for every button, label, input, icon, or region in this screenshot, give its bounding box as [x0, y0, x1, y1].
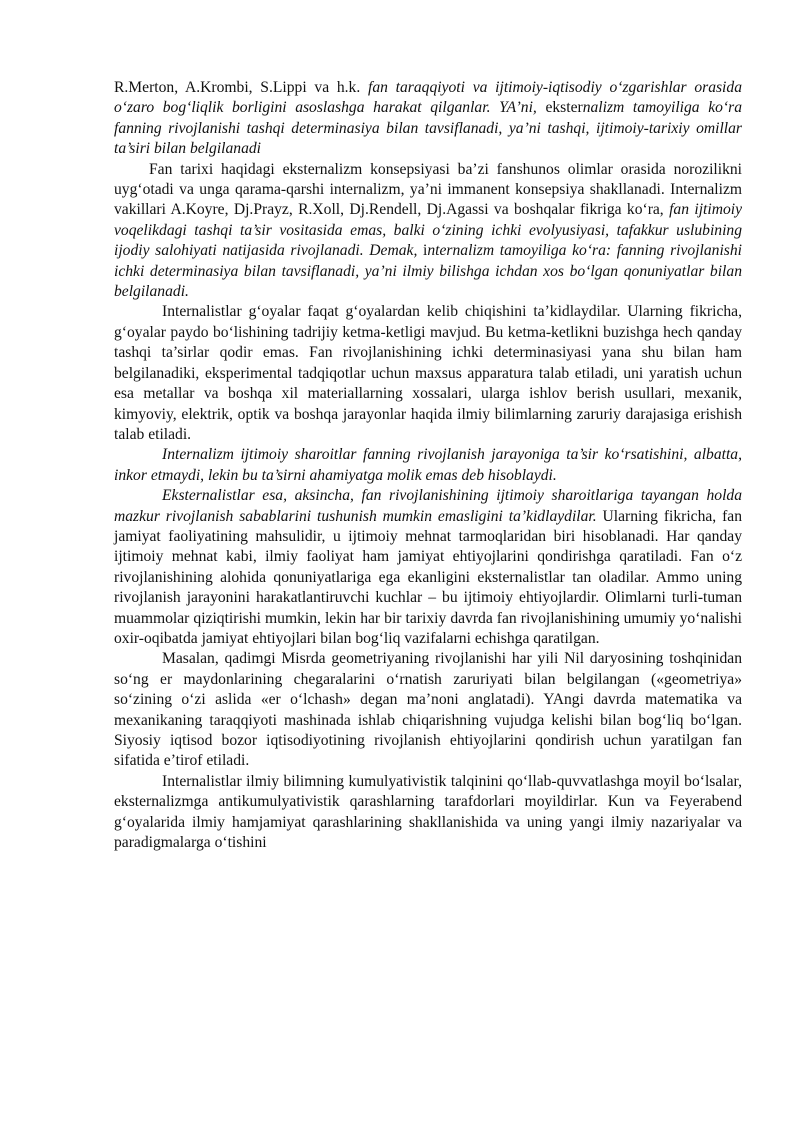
- paragraph-3: [114, 302, 742, 445]
- document-page: [114, 78, 742, 853]
- text-span: R.Merton, A.Krombi, S.Lippi va h.k.: [114, 79, 368, 96]
- paragraph-4: [114, 445, 742, 486]
- text-span: fan taraqqiyoti va ijtimoiy-iqtisodiy o‘zgarishlar orasida o‘zaro bog‘liqlik borligini asoslashga harakat qilganlar. YA’ni,: [114, 79, 742, 117]
- text-span: nternalizm tamoyiliga ko‘ra: fanning rivojlanishi ichki determinasiya bilan tavsiflanadi, ya’ni ilmiy bilishga ichdan xos bo‘lgan qonuniyatlar bilan belgilanadi.: [114, 242, 742, 301]
- text-span: ekster: [536, 99, 583, 117]
- paragraph-7: [114, 772, 742, 854]
- text-span: i: [417, 242, 428, 260]
- text-span: Fan tarixi haqidagi eksternalizm konsepsiyasi ba’zi fanshunos olimlar orasida norozilikni uyg‘otadi va unga qarama-qarshi internalizm, ya’ni immanent konsepsiya shakllanadi. Internalizm vakillari A.Koyre, Dj.Prayz, R.Xoll, Dj.Rendell, Dj.Agassi va boshqalar fikriga ko‘ra,: [114, 160, 742, 219]
- text-span: fan ijtimoiy voqelikdagi tashqi ta’sir vositasida emas, balki o‘zining ichki evolyusiyasi, tafakkur uslubining ijodiy salohiyati natijasida rivojlanadi. Demak,: [114, 201, 743, 260]
- text-span: Internalistlar ilmiy bilimning kumulyativistik talqinini qo‘llab-quvvatlashga moyil bo‘lsalar, eksternalizmga antikumulyativistik qarashlarning tarafdorlari moyildirlar. Kun va Feyerabend g‘oyalarida ilmiy hamjamiyat qarashlarining shakllanishida va uning yangi ilmiy nazariyalar va paradigmalarga o‘tishini: [114, 772, 742, 852]
- paragraph-5: [114, 486, 742, 649]
- paragraph-6: [114, 649, 742, 771]
- paragraph-1: [114, 78, 742, 160]
- text-span: Internalistlar g‘oyalar faqat g‘oyalardan kelib chiqishini ta’kidlaydilar. Ularning fikricha, g‘oyalar paydo bo‘lishining tadrijiy ketma-ketligi mavjud. Bu ketma-ketlikni buzishga hech qanday tashqi ta’sirlar qodir emas. Fan rivojlanishining ichki determinasiyasi yana shu bilan ham belgilanadiki, eksperimental tadqiqotlar uchun maxsus apparatura talab etiladi, uni yaratish uchun esa metallar va boshqa xil materiallarning xossalari, ularga ishlov berish usullari, mexanik, kimyoviy, elektrik, optik va boshqa jarayonlar haqida ilmiy bilimlarning zaruriy darajasiga erishish talab etiladi.: [114, 303, 742, 443]
- text-span: Eksternalistlar esa, aksincha, fan rivojlanishining ijtimoiy sharoitlariga tayangan holda mazkur rivojlanish sabablarini tushunish mumkin emasligini ta’kidlaydilar.: [114, 487, 742, 525]
- paragraph-2: [114, 160, 742, 303]
- text-span: Ularning fikricha, fan jamiyat faoliyatining mahsulidir, u ijtimoiy mehnat tarmoqlaridan biri hisoblanadi. Har qanday ijtimoiy mehnat kabi, ilmiy faoliyat ham jamiyat ehtiyojlarini qondirishga qaratiladi. Fan o‘z rivojlanishining alohida qonuniyatlariga ega ekanligini eksternalistlar tan oladilar. Ammo uning rivojlanish jarayonini harakatlantiruvchi kuchlar – bu ijtimoiy ehtiyojlardir. Olimlarni turli-tuman muammolar qiziqtirishi mumkin, lekin har bir tarixiy davrda fan rivojlanishining umumiy yo‘nalishi oxir-oqibatda jamiyat ehtiyojlari bilan bog‘liq vazifalarni echishga qaratilgan.: [114, 507, 742, 647]
- text-span: nalizm tamoyiliga ko‘ra fanning rivojlanishi tashqi determinasiya bilan tavsiflanadi, ya’ni tashqi, ijtimoiy-tarixiy omillar ta’siri bilan belgilanadi: [114, 99, 742, 158]
- text-span: Internalizm ijtimoiy sharoitlar fanning rivojlanish jarayoniga ta’sir ko‘rsatishini, albatta, inkor etmaydi, lekin bu ta’sirni ahamiyatga molik emas deb hisoblaydi.: [114, 446, 742, 484]
- text-span: Masalan, qadimgi Misrda geometriyaning rivojlanishi har yili Nil daryosining toshqinidan so‘ng er maydonlarining chegaralarini o‘rnatish zaruriyati bilan belgilangan («geometriya» so‘zining o‘zi aslida «er o‘lchash» degan ma’noni anglatadi). YAngi davrda matematika va mexanikaning taraqqiyoti mashinada ishlab chiqarishning vujudga kelishi bilan bog‘liq bo‘lgan. Siyosiy iqtisod bozor iqtisodiyotining rivojlanish ehtiyojlarini qondirish uchun yaratilgan fan sifatida e’tirof etiladi.: [114, 650, 742, 770]
